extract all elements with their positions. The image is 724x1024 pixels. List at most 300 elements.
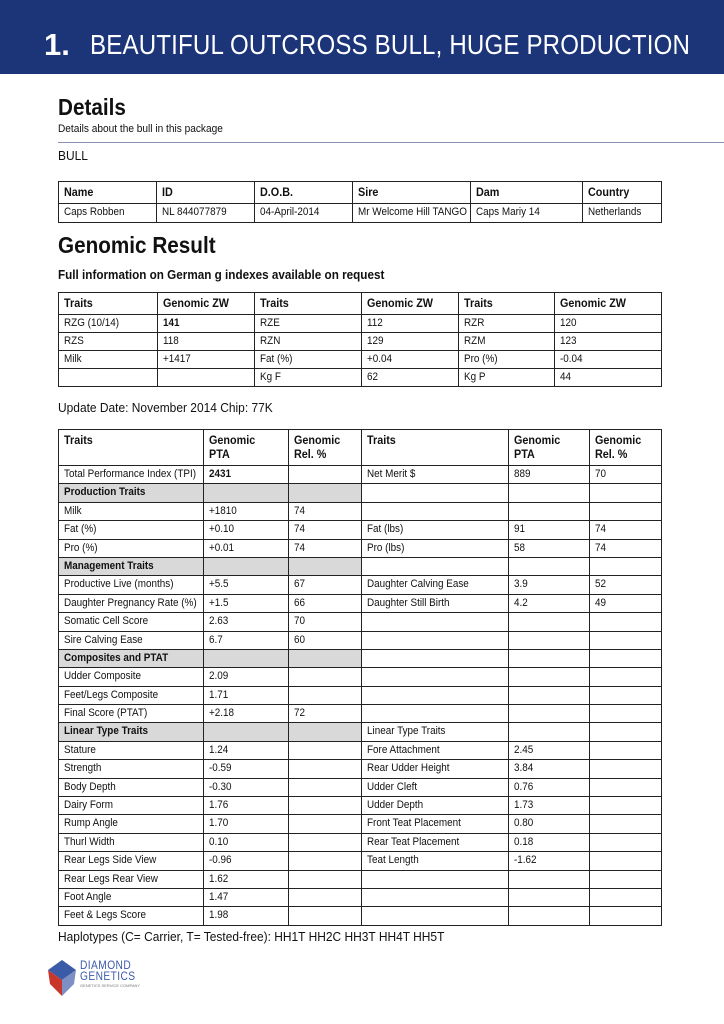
table-cell — [204, 815, 289, 833]
table-cell — [362, 907, 509, 925]
column-header — [289, 430, 362, 466]
table-cell — [459, 369, 555, 387]
table-cell — [362, 833, 509, 851]
divider — [58, 142, 724, 143]
table-row — [59, 315, 662, 333]
table-cell — [289, 649, 362, 667]
table-cell — [509, 815, 590, 833]
table-cell — [509, 833, 590, 851]
table-cell-text: 2.63 — [209, 615, 229, 628]
table-row — [59, 705, 662, 723]
table-cell — [362, 539, 509, 557]
table-cell-text: +5.5 — [209, 578, 229, 591]
table-cell — [289, 705, 362, 723]
table-cell — [509, 557, 590, 575]
table-cell-text: RZG (10/14) — [64, 317, 120, 329]
table-cell — [255, 315, 362, 333]
table-cell-text: 1.62 — [209, 872, 229, 885]
table-cell — [289, 521, 362, 539]
table-cell — [509, 723, 590, 741]
table-cell — [590, 668, 662, 686]
table-cell-text: +0.10 — [209, 523, 235, 536]
column-header-text: D.O.B. — [260, 185, 294, 199]
table-cell — [362, 369, 459, 387]
column-header-text: Genomic Rel. % — [595, 433, 642, 461]
table-cell-text: +1.5 — [209, 596, 229, 609]
column-header-text: Dam — [476, 185, 500, 199]
table-cell — [255, 351, 362, 369]
table-cell-text: Milk — [64, 504, 82, 517]
table-cell-text: Pro (%) — [64, 541, 98, 554]
table-cell — [289, 741, 362, 759]
column-header-text: Traits — [464, 296, 493, 310]
table-cell — [362, 649, 509, 667]
table-cell-text: Udder Depth — [367, 799, 424, 812]
table-cell — [204, 833, 289, 851]
table-cell-text: 889 — [514, 468, 531, 480]
table-cell-text: 74 — [294, 541, 306, 554]
section-number: 1. — [44, 27, 70, 62]
table-cell — [289, 686, 362, 704]
table-cell-text: Total Performance Index (TPI) — [64, 468, 197, 480]
table-cell-text: -0.30 — [209, 780, 232, 793]
table-cell — [59, 521, 204, 539]
table-cell — [289, 907, 362, 925]
table-cell-text: 74 — [294, 504, 306, 517]
table-row — [59, 760, 662, 778]
table-cell — [289, 484, 362, 502]
table-row — [59, 351, 662, 369]
table-cell — [362, 576, 509, 594]
table-cell — [509, 852, 590, 870]
table-cell — [204, 613, 289, 631]
table-cell — [509, 686, 590, 704]
table-cell — [362, 351, 459, 369]
table-cell-text: Foot Angle — [64, 890, 112, 903]
column-header — [509, 430, 590, 466]
table-cell — [204, 760, 289, 778]
column-header — [157, 182, 255, 204]
table-cell-text: Management Traits — [64, 559, 154, 572]
table-cell — [289, 760, 362, 778]
table-cell — [289, 797, 362, 815]
table-cell — [204, 907, 289, 925]
table-cell — [590, 631, 662, 649]
table-cell — [555, 315, 662, 333]
table-cell-text: 120 — [560, 317, 577, 329]
table-row — [59, 797, 662, 815]
table-row — [59, 668, 662, 686]
table-cell — [289, 502, 362, 520]
logo-text-genetics: GENETICS — [80, 969, 136, 983]
table-cell-text: RZR — [464, 317, 485, 329]
table-cell — [59, 333, 158, 351]
section-row — [59, 649, 662, 667]
table-cell — [590, 815, 662, 833]
table-cell — [289, 557, 362, 575]
table-cell — [158, 333, 255, 351]
table-row — [59, 852, 662, 870]
table-cell — [590, 833, 662, 851]
table-cell-text: Fore Attachment — [367, 743, 440, 756]
table-cell — [509, 705, 590, 723]
table-cell-text: Rear Legs Side View — [64, 854, 157, 867]
column-header — [59, 182, 157, 204]
column-header — [204, 430, 289, 466]
table-cell — [289, 466, 362, 484]
table-cell — [590, 484, 662, 502]
genomic-heading: Genomic Result — [58, 232, 216, 258]
table-cell-text: 141 — [163, 317, 180, 329]
table-cell — [509, 907, 590, 925]
table-cell — [289, 778, 362, 796]
table-cell — [362, 778, 509, 796]
genomic-pta-table — [58, 429, 662, 926]
table-cell — [362, 705, 509, 723]
table-row — [59, 539, 662, 557]
table-cell-text: 2.09 — [209, 670, 229, 683]
column-header — [255, 182, 353, 204]
table-cell-text: 60 — [294, 633, 306, 646]
title-banner — [0, 0, 724, 74]
table-row — [59, 333, 662, 351]
table-cell — [59, 833, 204, 851]
table-cell — [289, 888, 362, 906]
table-cell — [509, 760, 590, 778]
table-cell — [590, 576, 662, 594]
table-cell-text: Production Traits — [64, 486, 146, 499]
table-cell-text: RZE — [260, 317, 280, 329]
table-cell — [590, 741, 662, 759]
table-cell-text: Linear Type Traits — [367, 725, 446, 738]
table-cell-text: Pro (%) — [464, 353, 498, 365]
table-row — [59, 870, 662, 888]
table-cell-text: Caps Mariy 14 — [476, 206, 540, 218]
table-cell — [59, 686, 204, 704]
table-row — [59, 778, 662, 796]
column-header-text: Genomic Rel. % — [294, 433, 341, 461]
table-cell-text: Front Teat Placement — [367, 817, 461, 830]
table-cell — [509, 502, 590, 520]
table-cell — [590, 852, 662, 870]
table-cell — [590, 557, 662, 575]
table-cell — [204, 797, 289, 815]
table-cell — [583, 204, 662, 223]
column-header — [255, 293, 362, 315]
table-cell-text: Daughter Pregnancy Rate (%) — [64, 596, 197, 609]
table-cell — [362, 631, 509, 649]
table-cell-text: 52 — [595, 578, 607, 591]
table-row — [59, 204, 662, 223]
table-cell — [362, 852, 509, 870]
details-subtitle: Details about the bull in this package — [58, 123, 223, 135]
table-cell-text: 1.24 — [209, 743, 229, 756]
table-cell-text: Mr Welcome Hill TANGO — [358, 206, 467, 218]
column-header-text: Genomic ZW — [163, 296, 230, 310]
table-cell-text: 2431 — [209, 468, 232, 480]
table-cell — [509, 778, 590, 796]
table-cell — [204, 723, 289, 741]
table-cell — [509, 594, 590, 612]
table-cell-text: 4.2 — [514, 596, 528, 609]
table-cell-text: 1.73 — [514, 799, 534, 812]
table-cell — [590, 888, 662, 906]
table-cell — [590, 466, 662, 484]
table-cell-text: Udder Cleft — [367, 780, 418, 793]
table-cell-text: 3.9 — [514, 578, 528, 591]
table-cell — [590, 594, 662, 612]
table-cell — [289, 723, 362, 741]
table-cell — [158, 351, 255, 369]
table-cell-text: Composites and PTAT — [64, 651, 169, 664]
table-cell-text: 0.76 — [514, 780, 534, 793]
table-cell-text: 118 — [163, 335, 179, 347]
column-header-text: Traits — [64, 296, 93, 310]
table-cell — [555, 369, 662, 387]
table-cell-text: Udder Composite — [64, 670, 142, 683]
table-cell — [59, 852, 204, 870]
table-cell — [362, 888, 509, 906]
column-header — [158, 293, 255, 315]
table-cell-text: 04-April-2014 — [260, 206, 320, 218]
table-cell — [204, 741, 289, 759]
table-cell — [362, 668, 509, 686]
table-cell-text: -0.96 — [209, 854, 232, 867]
table-cell — [509, 888, 590, 906]
table-cell — [362, 686, 509, 704]
table-cell-text: Productive Live (months) — [64, 578, 174, 591]
table-cell — [204, 870, 289, 888]
table-row — [59, 815, 662, 833]
table-cell — [157, 204, 255, 223]
table-cell-text: Strength — [64, 762, 102, 775]
table-cell-text: 66 — [294, 596, 306, 609]
table-cell-text: Net Merit $ — [367, 468, 416, 480]
diamond-genetics-logo — [46, 958, 146, 1004]
table-cell — [362, 594, 509, 612]
table-cell-text: 123 — [560, 335, 577, 347]
table-cell — [59, 649, 204, 667]
column-header-text: Genomic PTA — [209, 433, 256, 461]
table-cell-text: 91 — [514, 523, 526, 536]
table-cell-text: Stature — [64, 743, 96, 756]
table-cell — [204, 484, 289, 502]
table-cell-text: Fat (lbs) — [367, 523, 404, 536]
table-row — [59, 594, 662, 612]
column-header — [555, 293, 662, 315]
table-cell — [590, 521, 662, 539]
table-cell — [59, 315, 158, 333]
table-cell-text: Rear Udder Height — [367, 762, 450, 775]
table-cell — [255, 204, 353, 223]
table-cell-text: -1.62 — [514, 854, 537, 867]
table-cell — [289, 631, 362, 649]
table-cell — [59, 797, 204, 815]
section-row — [59, 723, 662, 741]
column-header — [459, 293, 555, 315]
table-row — [59, 466, 662, 484]
table-cell — [59, 741, 204, 759]
table-cell-text: 62 — [367, 371, 379, 383]
column-header — [362, 293, 459, 315]
table-cell — [590, 502, 662, 520]
table-cell — [59, 539, 204, 557]
bull-section-label: BULL — [58, 148, 88, 163]
table-cell — [59, 815, 204, 833]
table-cell — [59, 907, 204, 925]
table-cell-text: Pro (lbs) — [367, 541, 405, 554]
table-cell — [362, 484, 509, 502]
table-cell — [59, 668, 204, 686]
table-cell — [509, 576, 590, 594]
table-cell — [59, 502, 204, 520]
table-cell — [204, 852, 289, 870]
table-cell — [590, 907, 662, 925]
table-cell — [289, 613, 362, 631]
table-cell — [471, 204, 583, 223]
table-cell-text: 49 — [595, 596, 607, 609]
table-cell-text: 2.45 — [514, 743, 534, 756]
table-cell-text: 1.98 — [209, 909, 229, 922]
table-cell — [509, 649, 590, 667]
column-header-text: Traits — [260, 296, 289, 310]
table-cell-text: -0.04 — [560, 353, 583, 365]
table-cell-text: 3.84 — [514, 762, 534, 775]
table-cell-text: Dairy Form — [64, 799, 113, 812]
table-cell — [289, 668, 362, 686]
table-cell — [590, 760, 662, 778]
table-cell-text: Sire Calving Ease — [64, 633, 143, 646]
table-cell — [59, 760, 204, 778]
column-header — [59, 293, 158, 315]
table-row — [59, 521, 662, 539]
table-cell-text: RZS — [64, 335, 84, 347]
table-cell — [590, 539, 662, 557]
table-cell — [158, 369, 255, 387]
table-cell — [509, 539, 590, 557]
table-cell-text: +1810 — [209, 504, 237, 517]
table-cell-text: Caps Robben — [64, 206, 125, 218]
table-row — [59, 741, 662, 759]
table-cell — [289, 870, 362, 888]
table-cell — [362, 521, 509, 539]
table-cell — [509, 613, 590, 631]
table-cell-text: +0.04 — [367, 353, 393, 365]
table-cell — [509, 797, 590, 815]
table-cell — [362, 466, 509, 484]
table-cell-text: 1.70 — [209, 817, 229, 830]
table-cell — [590, 705, 662, 723]
table-cell — [204, 705, 289, 723]
table-cell-text: Body Depth — [64, 780, 116, 793]
section-row — [59, 484, 662, 502]
table-cell — [204, 631, 289, 649]
table-cell — [204, 668, 289, 686]
table-cell — [590, 723, 662, 741]
table-cell — [353, 204, 471, 223]
table-cell — [204, 686, 289, 704]
table-cell — [59, 613, 204, 631]
table-cell-text: 129 — [367, 335, 384, 347]
logo-text-diamond: DIAMOND — [80, 958, 132, 972]
table-cell — [59, 778, 204, 796]
column-header — [362, 430, 509, 466]
table-cell — [590, 870, 662, 888]
table-cell — [362, 741, 509, 759]
table-cell — [204, 576, 289, 594]
table-cell — [204, 502, 289, 520]
table-cell-text: 74 — [294, 523, 306, 536]
table-cell-text: -0.59 — [209, 762, 232, 775]
table-cell — [59, 369, 158, 387]
column-header — [583, 182, 662, 204]
table-cell — [59, 594, 204, 612]
table-cell-text: 74 — [595, 541, 607, 554]
update-line: Update Date: November 2014 Chip: 77K — [58, 400, 273, 415]
table-cell — [555, 351, 662, 369]
table-cell-text: Teat Length — [367, 854, 419, 867]
diamond-logo-icon — [46, 958, 78, 998]
table-cell — [459, 351, 555, 369]
table-cell-text: Final Score (PTAT) — [64, 707, 148, 720]
table-cell-text: +0.01 — [209, 541, 235, 554]
table-row — [59, 907, 662, 925]
table-cell — [509, 631, 590, 649]
table-cell-text: 72 — [294, 707, 306, 720]
table-cell — [509, 466, 590, 484]
column-header-text: Traits — [64, 433, 93, 447]
table-cell-text: 58 — [514, 541, 526, 554]
column-header-text: Traits — [367, 433, 396, 447]
table-cell — [204, 466, 289, 484]
table-cell-text: 67 — [294, 578, 306, 591]
table-cell — [255, 369, 362, 387]
bull-details-table — [58, 181, 662, 223]
table-cell-text: Rump Angle — [64, 817, 118, 830]
table-cell — [555, 333, 662, 351]
table-cell-text: RZN — [260, 335, 281, 347]
table-cell — [289, 833, 362, 851]
table-cell — [362, 815, 509, 833]
table-row — [59, 613, 662, 631]
table-cell — [59, 557, 204, 575]
table-cell — [289, 539, 362, 557]
table-cell-text: 1.47 — [209, 890, 229, 903]
haplotypes-line: Haplotypes (C= Carrier, T= Tested-free): HH1T HH2C HH3T HH4T HH5T — [58, 929, 445, 944]
table-cell-text: Feet/Legs Composite — [64, 688, 159, 701]
table-cell — [509, 521, 590, 539]
column-header-text: Genomic ZW — [367, 296, 434, 310]
table-cell — [459, 333, 555, 351]
genomic-subtitle: Full information on German g indexes available on request — [58, 267, 385, 282]
table-row — [59, 631, 662, 649]
table-cell — [59, 204, 157, 223]
table-cell — [204, 594, 289, 612]
table-cell-text: Milk — [64, 353, 82, 365]
table-cell — [459, 315, 555, 333]
table-cell-text: Linear Type Traits — [64, 725, 148, 738]
table-cell — [509, 668, 590, 686]
table-cell — [204, 539, 289, 557]
table-cell — [158, 315, 255, 333]
column-header-text: Genomic ZW — [560, 296, 627, 310]
table-cell-text: Daughter Still Birth — [367, 596, 450, 609]
table-cell — [362, 870, 509, 888]
table-cell — [289, 852, 362, 870]
table-cell — [590, 778, 662, 796]
table-cell — [362, 315, 459, 333]
table-cell — [204, 557, 289, 575]
